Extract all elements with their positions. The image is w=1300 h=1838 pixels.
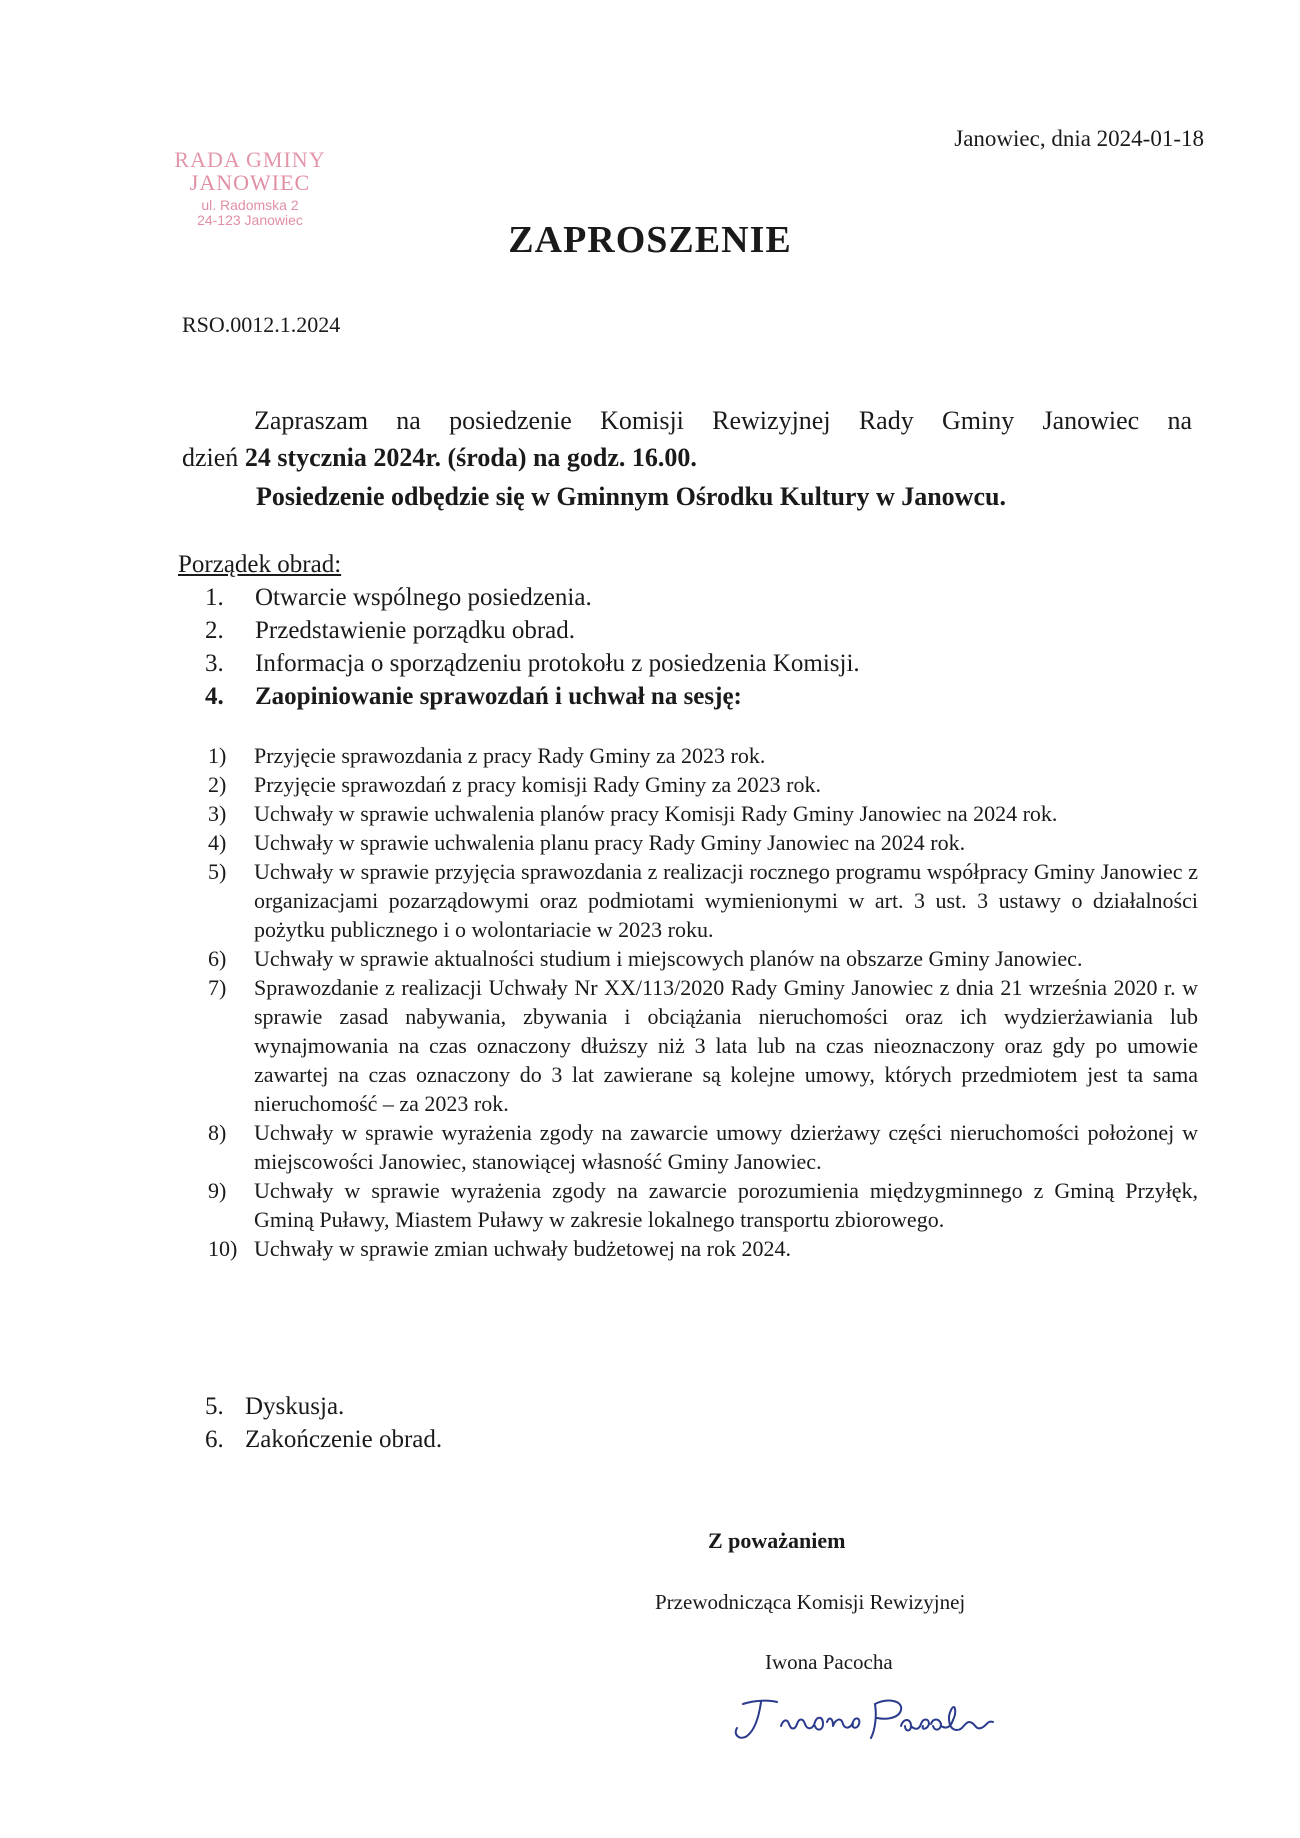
document-title: ZAPROSZENIE [508,219,792,261]
item-number: 3) [208,801,227,826]
list-item [205,647,860,680]
list-item [205,1423,442,1456]
agenda-heading: Porządek obrad: [178,551,342,578]
list-item [208,741,1198,770]
item-text: Uchwały w sprawie uchwalenia planów pracy Komisji Rady Gminy Janowiec na 2024 rok. [254,801,1058,826]
reference-number: RSO.0012.1.2024 [182,312,341,337]
item-number: 10) [208,1236,238,1261]
signatory-position: Przewodnicząca Komisji Rewizyjnej [655,1590,966,1614]
intro-line-1: Zapraszam na posiedzenie Komisji Rewizyjnej Rady Gminy Janowiec na [254,406,1192,435]
list-item [208,973,1198,1118]
item-text: Otwarcie wspólnego posiedzenia. [255,584,592,611]
meeting-datetime: 24 stycznia 2024r. (środa) na godz. 16.00. [244,443,697,472]
list-item [208,1118,1198,1176]
item-number: 9) [208,1178,227,1203]
list-item [208,857,1198,944]
list-item [205,680,860,713]
item-text: Przyjęcie sprawozdań z pracy komisji Rady Gminy za 2023 rok. [254,772,821,797]
list-item [208,1176,1198,1234]
meeting-location: Posiedzenie odbędzie się w Gminnym Ośrodku Kultury w Janowcu. [256,482,1006,511]
item-text: Przyjęcie sprawozdania z pracy Rady Gminy za 2023 rok. [254,743,766,768]
item-number: 5) [208,859,227,884]
agenda-end-list [205,1390,442,1456]
council-stamp [150,148,350,228]
item-number: 7) [208,975,227,1000]
list-item [208,828,1198,857]
item-text: Uchwały w sprawie wyrażenia zgody na zawarcie umowy dzierżawy części nieruchomości położonej w miejscowości Janowiec, stanowiącej własność Gminy Janowiec. [254,1120,1198,1174]
agenda-sub-list [208,741,1198,1263]
item-text: Dyskusja. [245,1393,345,1420]
item-text: Uchwały w sprawie aktualności studium i miejscowych planów na obszarze Gminy Janowiec. [254,946,1083,971]
item-text: Uchwały w sprawie uchwalenia planu pracy Rady Gminy Janowiec na 2024 rok. [254,830,966,855]
document-date: Janowiec, dnia 2024-01-18 [954,126,1204,151]
item-number: 2. [205,617,224,644]
list-item [205,581,860,614]
invitation-intro [182,402,1192,515]
item-number: 6) [208,946,227,971]
list-item [208,944,1198,973]
item-text: Uchwały w sprawie wyrażenia zgody na zawarcie porozumienia międzygminnego z Gminą Przyłęk, Gminą Puławy, Miastem Puławy w zakresie lokalnego transportu zbiorowego. [254,1178,1198,1232]
item-number: 6. [205,1426,224,1453]
stamp-line-4: 24-123 Janowiec [197,211,303,228]
item-number: 2) [208,772,227,797]
handwritten-signature [725,1686,1025,1756]
item-number: 3. [205,650,224,677]
intro-line-2 [182,439,1192,476]
item-number: 4. [205,683,224,710]
list-item [208,770,1198,799]
list-item [205,1390,442,1423]
list-item [208,1234,1198,1263]
agenda-main-list [205,581,860,713]
item-number: 4) [208,830,227,855]
item-text: Zakończenie obrad. [245,1426,443,1453]
item-text: Przedstawienie porządku obrad. [255,617,576,644]
intro-line-2-prefix: dzień [182,443,245,472]
item-text: Sprawozdanie z realizacji Uchwały Nr XX/113/2020 Rady Gminy Janowiec z dnia 21 września 2020 r. w sprawie zasad nabywania, zbywania i obciążania nieruchomości oraz ich wydzierżawiania lub wynajmowania na czas oznaczony dłuższy niż 3 lata lub na czas nieoznaczony oraz gdy po umowie zawartej na czas oznaczony do 3 lat zawierane są kolejne umowy, których przedmiotem jest ta sama nieruchomość – za 2023 rok. [254,975,1198,1116]
item-number: 1. [205,584,224,611]
item-number: 5. [205,1393,224,1420]
stamp-line-1: RADA GMINY [174,147,326,172]
item-text: Uchwały w sprawie przyjęcia sprawozdania z realizacji rocznego programu współpracy Gminy Janowiec z organizacjami pozarządowymi oraz podmiotami wymienionymi w art. 3 ust. 3 ustawy o działalności pożytku publicznego i o wolontariacie w 2023 roku. [254,859,1198,942]
closing-salutation: Z poważaniem [708,1528,846,1553]
item-number: 1) [208,743,227,768]
stamp-line-2: JANOWIEC [189,170,311,196]
item-text: Zaopiniowanie sprawozdań i uchwał na sesję: [255,683,742,710]
stamp-line-3: ul. Radomska 2 [201,197,299,214]
signatory-name: Iwona Pacocha [765,1650,893,1674]
item-number: 8) [208,1120,227,1145]
list-item [205,614,860,647]
list-item [208,799,1198,828]
item-text: Uchwały w sprawie zmian uchwały budżetowej na rok 2024. [254,1236,792,1261]
item-text: Informacja o sporządzeniu protokołu z posiedzenia Komisji. [255,650,860,677]
